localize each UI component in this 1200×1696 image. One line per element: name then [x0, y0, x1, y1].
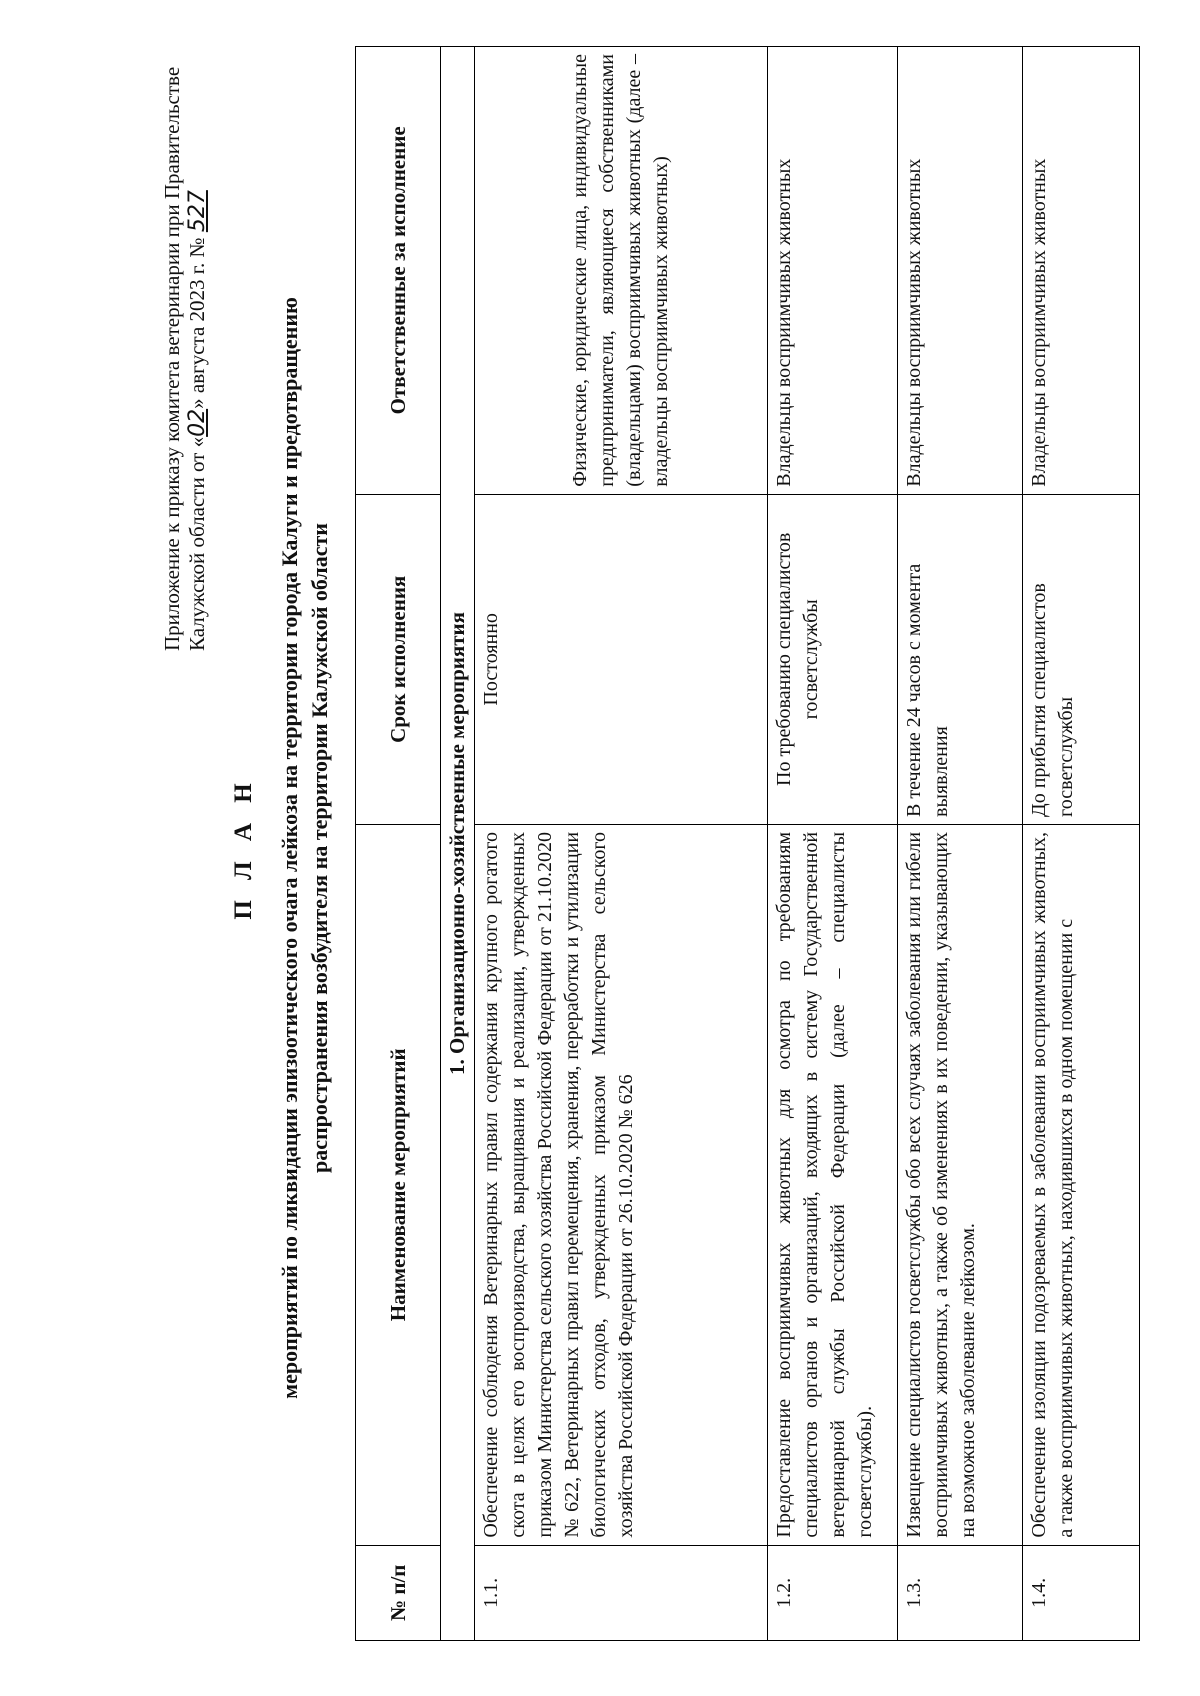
row-number: 1.4. [1023, 1545, 1140, 1640]
plan-table [355, 46, 1140, 1641]
appendix-line-1: Приложение к приказу комитета ветеринарии при Правительстве [160, 66, 184, 651]
row-activity: Предоставление восприимчивых животных для осмотра по требованиям специалистов органов и организаций, входящих в систему Государственной ветеринарной службы Российской Федерации (далее – специалисты госветслужбы). [768, 824, 898, 1545]
appendix-date-middle: » августа 2023 г. № [185, 237, 209, 409]
row-number: 1.1. [475, 1545, 768, 1640]
subtitle-line-2: распространения возбудителя на территории Калужской области [307, 523, 332, 1173]
row-deadline: До прибытия специалистов госветслужбы [1023, 494, 1140, 824]
section-heading: 1. Организационно-хозяйственные мероприятия [441, 47, 475, 1641]
plan-title: П Л А Н [230, 776, 257, 920]
header-num: № п/п [356, 1545, 441, 1640]
row-number: 1.3. [898, 1545, 1023, 1640]
row-activity: Извещение специалистов госветслужбы обо всех случаях заболевания или гибели восприимчивых животных, а также об изменениях в их поведении, указывающих на возможное заболевание лейкозом. [898, 824, 1023, 1545]
handwritten-day: 02 [185, 408, 210, 437]
row-activity: Обеспечение соблюдения Ветеринарных правил содержания крупного рогатого скота в целях его воспроизводства, выращивания и реализации, утвержденных приказом Министерства сельского хозяйства Российской Федерации от 21.10.2020 № 622, Ветеринарных правил перемещения, хранения, переработки и утилизации биологических отходов, утвержденных приказом Министерства сельского хозяйства Российской Федерации от 26.10.2020 № 626 [475, 824, 768, 1545]
plan-subtitle [275, 110, 335, 1586]
row-deadline: В течение 24 часов с момента выявления [898, 494, 1023, 824]
row-deadline: Постоянно [475, 494, 768, 824]
appendix-date-prefix: Калужской области от « [185, 436, 209, 651]
row-responsible: Владельцы восприимчивых животных [1023, 47, 1140, 495]
row-number: 1.2. [768, 1545, 898, 1640]
handwritten-order-number: 527 [185, 190, 210, 233]
row-responsible: Владельцы восприимчивых животных [898, 47, 1023, 495]
section-heading-row [441, 47, 475, 1641]
subtitle-line-1: мероприятий по ликвидации эпизоотического очага лейкоза на территории города Калуги и предотвращению [277, 297, 302, 1399]
row-responsible: Физические, юридические лица, индивидуальные предприниматели, являющиеся собственниками (владельцами) восприимчивых животных (далее – владельцы восприимчивых животных) [475, 47, 768, 495]
table-row [768, 47, 898, 1641]
header-deadline: Срок исполнения [356, 494, 441, 824]
row-deadline: По требованию специалистов госветслужбы [768, 494, 898, 824]
table-row [898, 47, 1023, 1641]
header-responsible: Ответственные за исполнение [356, 47, 441, 495]
row-responsible: Владельцы восприимчивых животных [768, 47, 898, 495]
table-row [1023, 47, 1140, 1641]
appendix-block [160, 61, 210, 651]
table-header-row [356, 47, 441, 1641]
row-activity: Обеспечение изоляции подозреваемых в заболевании восприимчивых животных, а также восприимчивых животных, находившихся в одном помещении с [1023, 824, 1140, 1545]
appendix-line-2 [185, 61, 210, 651]
table-row [475, 47, 768, 1641]
header-name: Наименование мероприятий [356, 824, 441, 1545]
